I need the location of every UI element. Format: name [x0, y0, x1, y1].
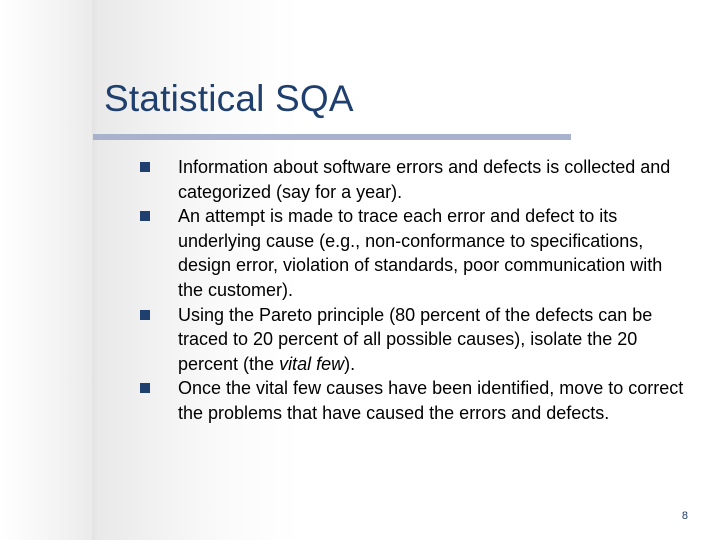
bullet-item [170, 204, 690, 302]
square-bullet-icon [140, 310, 150, 320]
bullet-text [178, 305, 652, 374]
bullet-item [170, 155, 690, 204]
bullet-text: An attempt is made to trace each error and defect to its underlying cause (e.g., non-conformance to specifications, design error, violation of standards, poor communication with the customer). [178, 206, 663, 300]
square-bullet-icon [140, 211, 150, 221]
bullet-text: Once the vital few causes have been identified, move to correct the problems that have caused the errors and defects. [178, 378, 684, 423]
slide-title: Statistical SQA [104, 78, 354, 119]
vital-few-emphasis: vital few [279, 353, 345, 374]
decorative-stripe [92, 0, 100, 540]
bullet-text-part: Using the Pareto principle (80 percent of the defects can be traced to 20 percent of all possible causes), isolate the 20 percent (the [178, 304, 653, 374]
bullet-item [170, 376, 690, 425]
square-bullet-icon [140, 383, 150, 393]
bullet-list [170, 155, 690, 426]
title-underline [93, 134, 571, 140]
page-number: 8 [681, 510, 688, 522]
bullet-text: Information about software errors and defects is collected and categorized (say for a year). [178, 157, 671, 202]
bullet-item [170, 303, 690, 377]
square-bullet-icon [140, 162, 150, 172]
bullet-text-part: ). [344, 353, 356, 374]
